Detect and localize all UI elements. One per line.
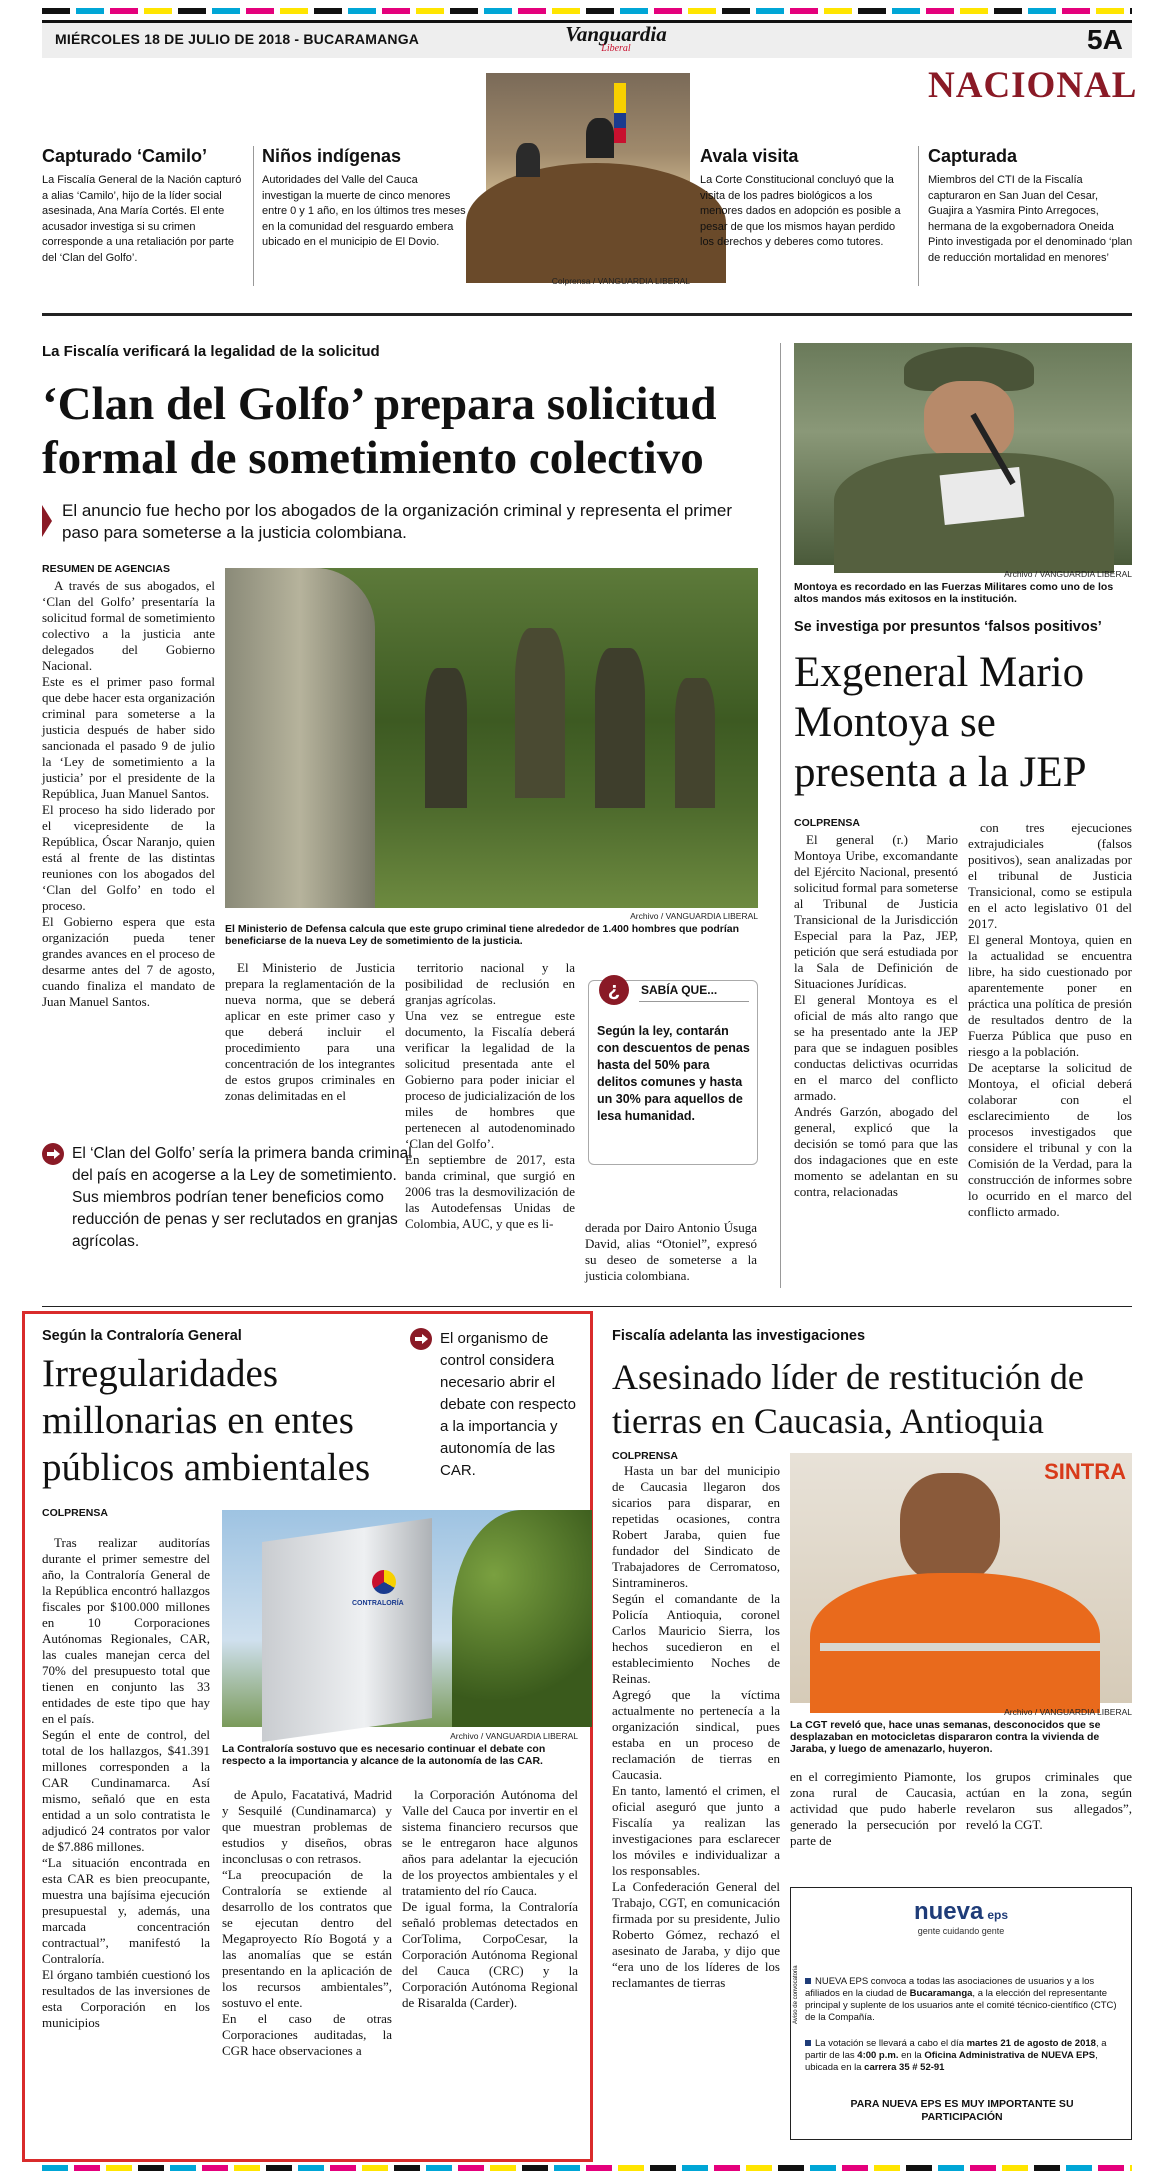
main-col1: A través de sus abogados, el ‘Clan del Golfo’ presentaría la solicitud formal de sometimiento colectivo a la justicia ante delegados del Gobierno Nacional. Este es el primer paso formal que debe hacer esta organización criminal para someterse a la justicia después de haber sido sancionada el pasado 9 de julio la ‘Ley de sometimiento a la justicia’ por el presidente de la República, Juan Manuel Santos. El proceso ha sido liderado por el vicepresidente de la República, Óscar Naranjo, quien está al frente de las distintas reuniones con los abogados del ‘Clan del Golfo’ en todo el proceso. El Gobierno espera que esta organización pueda tener grandes avances en el proceso de desarme antes del 7 de agosto, cuando finaliza el mandato de Juan Manuel Santos. bbox=[42, 578, 215, 1009]
photo-desk bbox=[466, 163, 726, 283]
photo-person bbox=[586, 118, 614, 158]
montoya-photo-caption: Montoya es recordado en las Fuerzas Militares como uno de los altos mandos más exitosos en la institución. bbox=[794, 581, 1114, 605]
contraloria-col3: la Corporación Autónoma del Valle del Cauca por invertir en el sistema financiero recursos que se le entregaron hace algunos años para adelantar la ejecución de los proyectos ambientales y el tratamiento del río Cauca. De igual forma, la Contraloría señaló problemas detectados en CorTolima, CorpoCesar, la Corporación Autónoma Regional del Cauca (CRC) y la Corporación Autónoma Regional de Risaralda (Carder). bbox=[402, 1787, 578, 2010]
brief-body: Autoridades del Valle del Cauca investigan la muerte de cinco menores entre 0 y 1 año, en los últimos tres meses en la comunidad del resguardo embera ubicado en el municipio de El Dovio. bbox=[262, 174, 466, 248]
divider bbox=[918, 146, 919, 286]
section-rule bbox=[42, 313, 1132, 316]
caucasia-photo-caption: La CGT reveló que, hace unas semanas, desconocidos que se desplazaban en motocicletas dispararon contra la vivienda de Jaraba, y luego de amenazarlo, huyeron. bbox=[790, 1719, 1101, 1755]
masthead-logo-text: Vanguardia bbox=[565, 22, 667, 46]
photo-person bbox=[516, 143, 540, 177]
divider bbox=[780, 343, 781, 1288]
main-pull-text: El ‘Clan del Golfo’ sería la primera banda criminal del país en acogerse a la Ley de sometimiento. Sus miembros podrían tener beneficios como reducción de penas y ser reclutados en granjas agrícolas. bbox=[72, 1145, 412, 1250]
contraloria-pull-text: El organismo de control considera necesario abrir el debate con respecto a la importancia y autonomía de las CAR. bbox=[440, 1330, 576, 1479]
section-title: NACIONAL bbox=[928, 65, 1138, 106]
ad-footer: PARA NUEVA EPS ES MUY IMPORTANTE SU PARTICIPACIÓN bbox=[850, 2098, 1074, 2123]
montoya-headline: Exgeneral Mario Montoya se presenta a la JEP bbox=[794, 649, 1087, 796]
contraloria-byline: COLPRENSA bbox=[42, 1507, 108, 1519]
caucasia-photo-credit: Archivo / VANGUARDIA LIBERAL bbox=[1004, 1707, 1132, 1717]
brief-title: Avala visita bbox=[700, 146, 799, 166]
masthead-logo-sub: Liberal bbox=[601, 43, 631, 54]
page-number: 5A bbox=[1087, 24, 1123, 55]
montoya-photo-credit: Archivo / VANGUARDIA LIBERAL bbox=[1004, 569, 1132, 579]
caucasia-col2: en el corregimiento Piamonte, zona rural de Caucasia, actividad que pudo haberle generado la persecución por parte de bbox=[790, 1769, 956, 1848]
main-deck-marker bbox=[42, 505, 52, 537]
montoya-byline: COLPRENSA bbox=[794, 817, 860, 829]
photo-face bbox=[924, 381, 1014, 461]
main-deck: El anuncio fue hecho por los abogados de la organización criminal y representa el primer paso para someterse a la justicia colombiana. bbox=[62, 501, 732, 542]
brief-body: La Corte Constitucional concluyó que la visita de los padres biológicos a los menores dados en adopción es posible a pesar de que los mismos hayan perdido los derechos y deberes como tutores. bbox=[700, 174, 901, 248]
photo-building bbox=[262, 1518, 432, 1742]
montoya-col2: con tres ejecuciones extrajudiciales (falsos positivos), sean analizadas por el tribunal de Justicia Transicional, como se estipula en el acto legislativo 01 del 2017. El general Montoya, quien en la actualidad se encuentra libre, ha sido cuestionado por aparentemente poner en práctica una política de presión de resultados dentro de la Fuerza Pública que puso en riesgo a la población. De aceptarse la solicitud de Montoya, el oficial deberá colaborar con el esclarecimiento de los procesos investigados que considere el tribunal y con la Comisión de la Verdad, para la construcción de informes sobre lo ocurrido en el marco del conflicto armado. bbox=[968, 820, 1132, 1219]
ad-body bbox=[805, 1976, 1127, 2074]
brief-capturada bbox=[928, 146, 1133, 266]
brief-ninos bbox=[262, 146, 467, 251]
photo-building-sign: CONTRALORÍA bbox=[352, 1600, 404, 1607]
section-rule-2 bbox=[42, 1306, 1132, 1307]
main-headline: ‘Clan del Golfo’ prepara solicitud formal de sometimiento colectivo bbox=[42, 378, 717, 484]
montoya-photo bbox=[794, 343, 1132, 565]
contraloria-col1: Tras realizar auditorías durante el primer semestre del año, la Contraloría General de la República encontró hallazgos fiscales por $100.000 millones en 10 Corporaciones Autónomas Regionales, CAR, las cuales manejan cerca del 70% del presupuesto total que tienen en conjunto las 33 entidades de este tipo que hay en el país. Según el ente de control, del total de los hallazgos, $41.391 millones corresponden a la CAR Cundinamarca. Así mismo, señaló que en esta entidad a un solo contratista le adjudicó 24 contratos por valor de $7.886 millones. “La situación encontrada en esta CAR es bien preocupante, muestra una bajísima ejecución presupuestal y, además, una marcada concentración contractual”, manifestó la Contraloría. El órgano también cuestionó los resultados de las inversiones de esta Corporación en los municipios bbox=[42, 1535, 210, 2030]
main-col3: territorio nacional y la posibilidad de reclusión en granjas agrícolas. Una vez se entregue este documento, la Fiscalía deberá verificar la legalidad de la solicitud presentada ante el Gobierno para poder iniciar el proceso de judicialización de los miles de hombres que pertenecen al autodenominado ‘Clan del Golfo’. En septiembre de 2017, esta banda criminal, que surgió en 2006 tras la desmovilización de las Autodefensas Unidas de Colombia, AUC, y que es li- bbox=[405, 960, 575, 1231]
photo-soldier bbox=[595, 648, 645, 808]
photo-trees bbox=[452, 1510, 592, 1727]
divider bbox=[253, 146, 254, 286]
brief-photo-court bbox=[486, 73, 690, 273]
caucasia-headline: Asesinado líder de restitución de tierras en Caucasia, Antioquia bbox=[612, 1357, 1084, 1441]
caucasia-kicker: Fiscalía adelanta las investigaciones bbox=[612, 1328, 866, 1344]
contraloria-photo-building bbox=[222, 1510, 578, 1727]
arrow-icon bbox=[42, 1143, 64, 1165]
brief-photo-credit: Colprensa / VANGUARDIA LIBERAL bbox=[551, 276, 690, 286]
brief-body: Miembros del CTI de la Fiscalía capturaron en San Juan del Cesar, Guajira a Yasmira Pinto Arregoces, hermana de la exgobernadora Oneida Pinto investigada por el denominado ‘plan de reducción mortalidad en menores’ bbox=[928, 174, 1133, 264]
brief-title: Capturada bbox=[928, 146, 1018, 166]
ad-paragraph-1: NUEVA EPS convoca a todas las asociaciones de usuarios y a los afiliados en la ciudad de Bucaramanga, a la elección del representante principal y suplente de los usuarios ante el comité técnico-científico (CTC) de la Compañía. bbox=[805, 1976, 1117, 2023]
main-col4: derada por Dairo Antonio Úsuga David, alias “Otoniel”, expresó su deseo de someterse a la justicia colombiana. bbox=[585, 1220, 757, 1283]
photo-face bbox=[900, 1473, 1000, 1583]
main-byline: RESUMEN DE AGENCIAS bbox=[42, 563, 170, 575]
photo-logo-circle bbox=[372, 1570, 396, 1594]
contraloria-kicker: Según la Contraloría General bbox=[42, 1328, 242, 1344]
ad-tagline: gente cuidando gente bbox=[917, 1926, 1005, 1936]
color-register-bar-bottom bbox=[42, 2165, 1132, 2171]
color-register-bar-top bbox=[42, 8, 1132, 14]
brief-title: Capturado ‘Camilo’ bbox=[42, 146, 208, 166]
montoya-kicker: Se investiga por presuntos ‘falsos positivos’ bbox=[794, 619, 1102, 635]
brief-title: Niños indígenas bbox=[262, 146, 402, 166]
montoya-col1: El general (r.) Mario Montoya Uribe, excomandante del Ejército Nacional, presentó solicitud formal para someterse al Tribunal de Justicia Transicional de la Jurisdicción Especial para la Paz, JEP, petición que será estudiada por la Sala de Definición de Situaciones Jurídicas. El general Montoya es el oficial de más alto rango que se ha presentado ante la JEP para que se indaguen posibles conductas delictivas ocurridas en el marco del conflicto armado. Andrés Garzón, abogado del general, explicó que la decisión se tomó para que las dos indagaciones que en este momento se adelantan en su contra, relacionadas bbox=[794, 832, 958, 1199]
contraloria-col2: de Apulo, Facatativá, Madrid y Sesquilé (Cundinamarca) y que muestran problemas de estudios y diseños, obras inconclusas o con retrasos. “La preocupación de la Contraloría se extiende al desarrollo de los contratos que se ejecutan dentro del Megaproyecto Río Bogotá y a las anomalías que se están presentando en la aplicación de los recursos ambientales”, sostuvo el ente. En el caso de otras Corporaciones auditadas, la CGR hace observaciones a bbox=[222, 1787, 392, 2058]
brief-body: La Fiscalía General de la Nación capturó a alias ‘Camilo’, hijo de la líder social asesinada, Ana María Cortés. El ente acusador investiga si su crimen corresponde a una retaliación por parte del ‘Clan del Golfo’. bbox=[42, 174, 242, 264]
caucasia-byline: COLPRENSA bbox=[612, 1450, 678, 1462]
arrow-icon bbox=[410, 1328, 432, 1350]
photo-soldier-foreground bbox=[225, 568, 375, 908]
ad-bullet bbox=[805, 2040, 811, 2046]
nueva-eps-ad[interactable] bbox=[790, 1887, 1132, 2140]
caucasia-col3: los grupos criminales que actúan en la zona, según revelaron sus allegados”, reveló la CGT. bbox=[966, 1769, 1132, 1832]
main-kicker: La Fiscalía verificará la legalidad de la solicitud bbox=[42, 343, 380, 360]
ad-paragraph-2: La votación se llevará a cabo el día martes 21 de agosto de 2018, a partir de las 4:00 p.m. en la Oficina Administrativa de NUEVA EPS, ubicada en la carrera 35 # 52-91 bbox=[805, 2038, 1107, 2073]
ad-logo-text: nueva bbox=[913, 1898, 984, 1925]
ad-bullet bbox=[805, 1978, 811, 1984]
main-col2: El Ministerio de Justicia prepara la reglamentación de la nueva norma, que se deberá aplicar en este primer caso y que deberá incluir el procedimiento para una concentración de los integrantes de estos grupos criminales en zonas delimitadas en el bbox=[225, 960, 395, 1103]
contraloria-photo-credit: Archivo / VANGUARDIA LIBERAL bbox=[450, 1731, 578, 1741]
main-photo-credit: Archivo / VANGUARDIA LIBERAL bbox=[630, 911, 758, 921]
ad-logo-eps: eps bbox=[987, 1908, 1009, 1922]
caucasia-photo-jaraba bbox=[790, 1453, 1132, 1703]
caucasia-col1: Hasta un bar del municipio de Caucasia llegaron dos sicarios para disparar, en repetidas ocasiones, contra Robert Jaraba, quien fue fundador del Sindicato de Trabajadores de Cerromatoso, Sintramineros. Según el comandante de la Policía Antioquia, coronel Carlos Mauricio Sierra, los hechos sucedieron en el establecimiento Noches de Reinas. Agregó que la víctima actualmente no pertenecía a la organización sindical, pues estaba en un proceso de reclamación de tierras en Caucasia. En tanto, lamentó el crimen, el oficial aseguró que junto a Fiscalía ya realizan las investigaciones para esclarecer los móviles e individualizar a los responsables. La Confederación General del Trabajo, CGT, en comunicación firmada por su presidente, Julio Roberto Gómez, rechazó el asesinato de Jaraba, y dijo que “era uno de los líderes de los reclamantes de tierras bbox=[612, 1463, 780, 1990]
brief-avala bbox=[700, 146, 910, 251]
sabia-badge: ¿ bbox=[599, 975, 629, 1005]
photo-soldier bbox=[515, 628, 565, 798]
photo-flag bbox=[614, 83, 626, 143]
contraloria-photo-caption: La Contraloría sostuvo que es necesario continuar el debate con respecto a la importancia y alcance de la autonomía de las CAR. bbox=[222, 1743, 546, 1767]
contraloria-headline: Irregularidades millonarias en entes públicos ambientales bbox=[42, 1352, 371, 1489]
contraloria-pull-quote bbox=[410, 1328, 585, 1479]
ad-vertical-label: Aviso de convocatoria bbox=[793, 1965, 799, 2024]
main-photo-caption: El Ministerio de Defensa calcula que este grupo criminal tiene alrededor de 1.400 hombres que podrían beneficiarse de la nueva Ley de sometimiento de la justicia. bbox=[225, 923, 740, 947]
photo-soldier bbox=[425, 668, 467, 808]
photo-reflective-stripe bbox=[820, 1643, 1100, 1651]
sabia-rule bbox=[639, 1001, 749, 1002]
ad-logo bbox=[791, 1898, 1131, 1936]
sabia-box bbox=[588, 980, 758, 1165]
sabia-body: Según la ley, contarán con descuentos de penas hasta del 50% para delitos comunes y hasta un 30% para aquellos de lesa humanidad. bbox=[597, 1024, 750, 1123]
photo-sign: SINTRA bbox=[1044, 1459, 1126, 1484]
masthead-logo bbox=[556, 24, 676, 54]
photo-soldier bbox=[675, 678, 715, 808]
main-photo-soldiers bbox=[225, 568, 758, 908]
header-date: MIÉRCOLES 18 DE JULIO DE 2018 - BUCARAMANGA bbox=[55, 31, 420, 47]
sabia-title: SABÍA QUE... bbox=[641, 983, 718, 997]
brief-capturado bbox=[42, 146, 247, 266]
main-pull-quote bbox=[42, 1143, 412, 1250]
